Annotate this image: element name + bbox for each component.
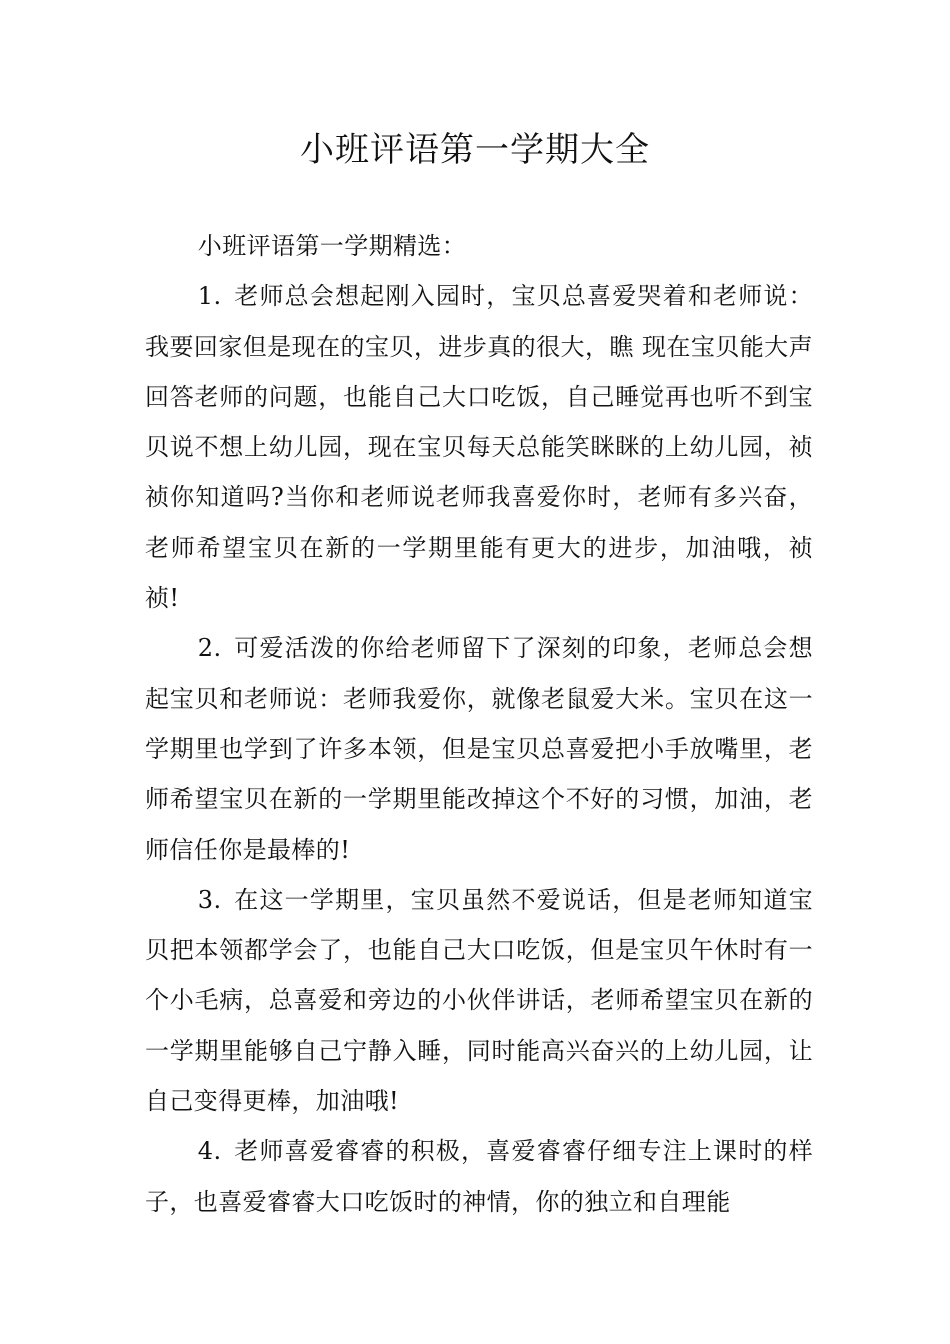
page-title: 小班评语第一学期大全 bbox=[300, 130, 650, 170]
list-item bbox=[145, 1126, 813, 1227]
item-number: 1. bbox=[197, 282, 222, 311]
item-number: 3. bbox=[197, 885, 222, 914]
item-text: 在这一学期里，宝贝虽然不爱说话，但是老师知道宝贝把本领都学会了，也能自己大口吃饭，但是宝贝午休时有一个小毛病，总喜爱和旁边的小伙伴讲话，老师希望宝贝在新的一学期里能够自己宁静入睡，同时能高兴奋兴的上幼儿园，让自己变得更棒，加油哦! bbox=[145, 885, 813, 1116]
item-text: 可爱活泼的你给老师留下了深刻的印象，老师总会想起宝贝和老师说：老师我爱你，就像老鼠爱大米。宝贝在这一学期里也学到了许多本领，但是宝贝总喜爱把小手放嘴里，老师希望宝贝在新的一学期里能改掉这个不好的习惯，加油，老师信任你是最棒的! bbox=[145, 634, 813, 864]
list-item bbox=[145, 623, 813, 874]
item-number: 2. bbox=[197, 634, 222, 663]
intro-paragraph: 小班评语第一学期精选： bbox=[197, 232, 467, 260]
item-text: 老师总会想起刚入园时，宝贝总喜爱哭着和老师说：我要回家但是现在的宝贝，进步真的很大，瞧 现在宝贝能大声回答老师的问题，也能自己大口吃饭，自己睡觉再也听不到宝贝说不想上幼儿园，现在宝贝每天总能笑眯眯的上幼儿园，祯祯你知道吗?当你和老师说老师我喜爱你时，老师有多兴奋，老师希望宝贝在新的一学期里能有更大的进步，加油哦，祯祯! bbox=[145, 282, 813, 613]
item-number: 4. bbox=[197, 1137, 222, 1166]
document-body bbox=[145, 221, 813, 1227]
list-item bbox=[145, 271, 813, 623]
item-text: 老师喜爱睿睿的积极，喜爱睿睿仔细专注上课时的样子，也喜爱睿睿大口吃饭时的神情，你的独立和自理能 bbox=[145, 1137, 813, 1216]
list-item bbox=[145, 875, 813, 1126]
